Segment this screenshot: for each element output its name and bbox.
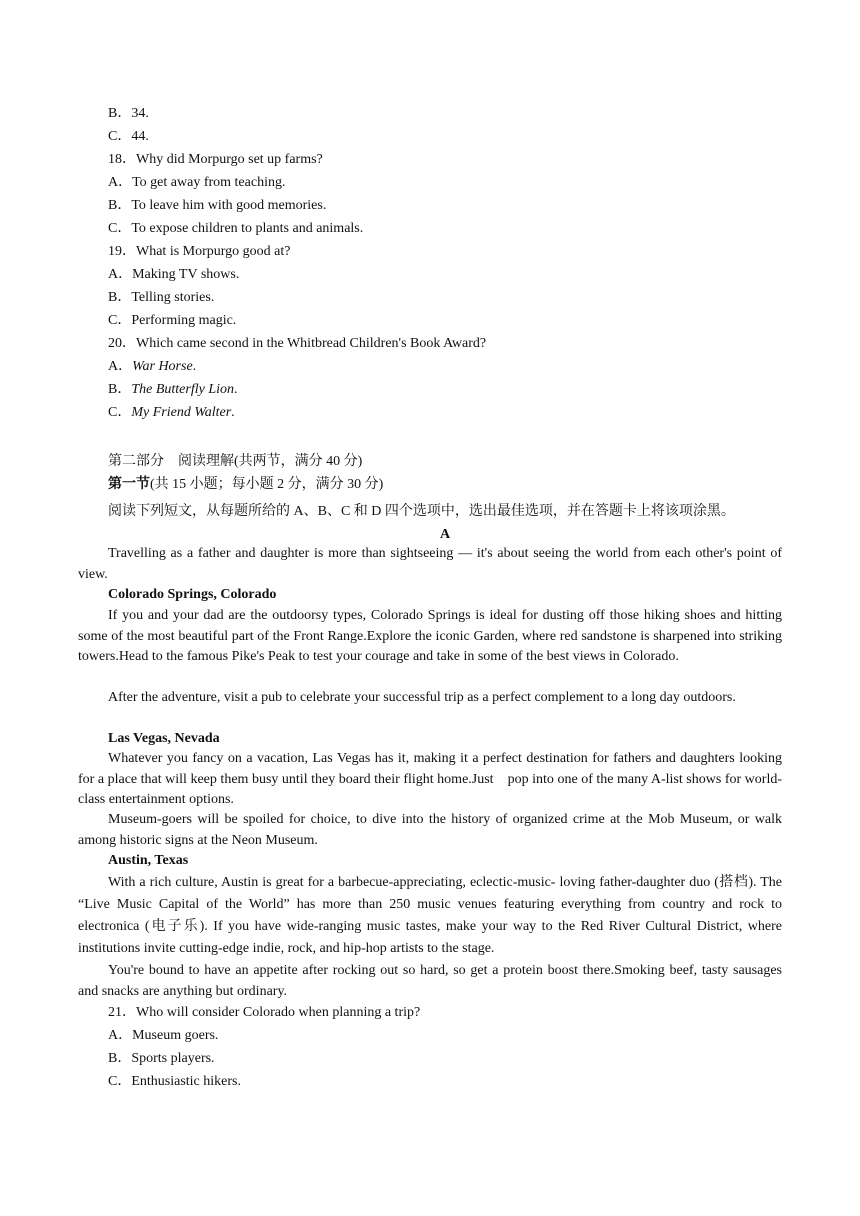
reading-part-title: 第二部分 阅读理解(共两节，满分 40 分) — [108, 454, 363, 469]
q19-option-c: C．Performing magic. — [108, 313, 237, 328]
q21-option-a: A．Museum goers. — [108, 1028, 219, 1043]
q20-option-a — [108, 358, 196, 376]
q20-option-c-end: . — [231, 405, 235, 420]
section-heading-colorado: Colorado Springs, Colorado — [108, 587, 277, 602]
q20-option-c-letter: C． — [108, 405, 132, 420]
q20-option-a-letter: A． — [108, 359, 133, 374]
q21-option-b: B．Sports players. — [108, 1051, 215, 1066]
q20-option-a-end: . — [192, 359, 197, 374]
reading-section-title: 第一节 — [108, 477, 150, 492]
q21-stem: 21．Who will consider Colorado when planning a trip? — [108, 1005, 421, 1020]
section-heading-las-vegas: Las Vegas, Nevada — [108, 731, 220, 746]
q18-option-a: A．To get away from teaching. — [108, 175, 286, 190]
q20-option-b-letter: B． — [108, 382, 132, 397]
q20-option-b-title: The Butterfly Lion — [131, 382, 235, 397]
reading-section-note: (共 15 小题；每小题 2 分，满分 30 分) — [150, 477, 384, 492]
q21-option-c: C．Enthusiastic hikers. — [108, 1074, 241, 1089]
reading-instruction: 阅读下列短文，从每题所给的 A、B、C 和 D 四个选项中，选出最佳选项，并在答题卡上将该项涂黑。 — [108, 504, 735, 519]
colorado-paragraph-2: After the adventure, visit a pub to celebrate your successful trip as a perfect complement to a long day outdoors. — [108, 690, 736, 705]
q19-stem: 19．What is Morpurgo good at? — [108, 244, 291, 259]
section-heading-austin: Austin, Texas — [108, 853, 189, 868]
las-vegas-paragraph-1: Whatever you fancy on a vacation, Las Vegas has it, making it a perfect destination for fathers and daughters looking for a place that will keep them busy until they board their flight home.Just pop into one of the many A-list shows for world-class entertainment options. — [78, 751, 782, 807]
q20-option-c — [108, 404, 235, 422]
las-vegas-paragraph-2: Museum-goers will be spoiled for choice, to dive into the history of organized crime at the Mob Museum, or walk among historic signs at the Neon Museum. — [78, 812, 782, 848]
q17-option-b: B．34. — [108, 106, 149, 121]
q20-option-c-title: My Friend Walter — [131, 405, 232, 420]
q20-option-b-end: . — [234, 382, 238, 397]
passage-label: A — [439, 527, 451, 542]
q18-stem: 18．Why did Morpurgo set up farms? — [108, 152, 323, 167]
colorado-paragraph-1: If you and your dad are the outdoorsy types, Colorado Springs is ideal for dusting off those hiking shoes and hitting some of the most beautiful part of the Front Range.Explore the iconic Garden, where red sandstone is sharpened into striking towers.Head to the famous Pike's Peak to test your courage and take in some of the best views in Colorado. — [78, 608, 782, 664]
passage-intro: Travelling as a father and daughter is more than sightseeing — it's about seeing the world from each other's point of view. — [78, 546, 782, 582]
q18-option-b: B．To leave him with good memories. — [108, 198, 327, 213]
q18-option-c: C．To expose children to plants and animals. — [108, 221, 364, 236]
austin-paragraph-2: You're bound to have an appetite after rocking out so hard, so get a protein boost there.Smoking beef, tasty sausages and snacks are anything but ordinary. — [78, 963, 782, 999]
austin-paragraph-1: With a rich culture, Austin is great for a barbecue-appreciating, eclectic-music- loving father-daughter duo (搭档). The “Live Music Capital of the World” has more than 250 music venues featuring everything from country and rock to electronica (电子乐). If you have wide-ranging music tastes, make your way to the Red River Cultural District, where institutions invite cutting-edge indie, rock, and hip-hop artists to the stage. — [78, 875, 782, 956]
q19-option-b: B．Telling stories. — [108, 290, 215, 305]
q20-option-b — [108, 381, 238, 399]
q19-option-a: A．Making TV shows. — [108, 267, 240, 282]
q17-option-c: C．44. — [108, 129, 149, 144]
reading-section-line — [108, 476, 383, 494]
q20-option-a-title: War Horse — [132, 359, 193, 374]
q20-stem: 20．Which came second in the Whitbread Children's Book Award? — [108, 336, 487, 351]
